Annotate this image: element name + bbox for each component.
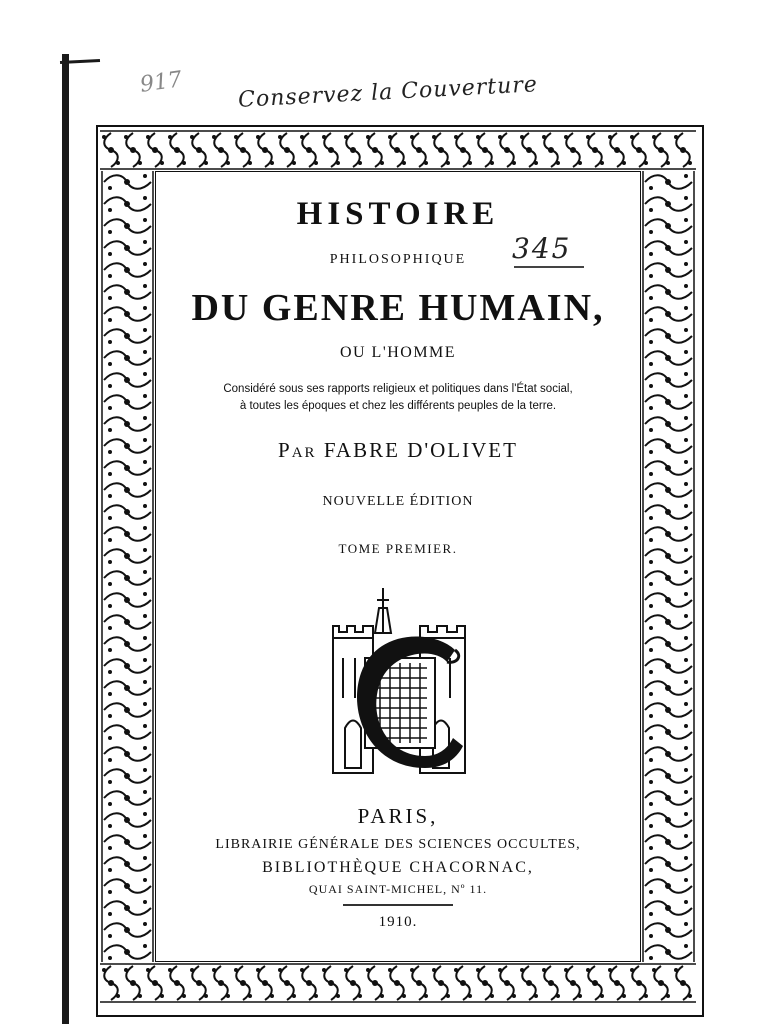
ornamental-border-right [641, 171, 696, 962]
title-line-4: OU L'HOMME [339, 344, 457, 361]
subtitle-line-1: Considéré sous ses rapports religieux et politiques dans l'État social, [223, 383, 573, 395]
publication-year: 1910. [378, 914, 418, 930]
handwritten-left-mark: 917 [138, 67, 184, 98]
title-line-2: PHILOSOPHIQUE [329, 252, 467, 267]
title-line-3: DU GENRE HUMAIN, [191, 287, 605, 329]
publisher-address: QUAI SAINT-MICHEL, Nº 11. [308, 882, 488, 896]
author-prefix-rest: AR [291, 445, 317, 461]
handwritten-note: Conservez la Couverture [237, 72, 539, 113]
publisher-line-1: LIBRAIRIE GÉNÉRALE DES SCIENCES OCCULTES, [215, 837, 581, 852]
publisher-line-2: BIBLIOTHÈQUE CHACORNAC, [262, 859, 534, 876]
ornamental-border-bottom [100, 962, 696, 1004]
decorative-rule [343, 904, 453, 906]
ornamental-border-left [100, 171, 155, 962]
emblem-spire [375, 588, 391, 633]
subtitle-line-2: à toutes les époques et chez les différents peuples de la terre. [239, 400, 557, 412]
author-line [155, 438, 641, 463]
author-name: FABRE D'OLIVET [323, 438, 518, 462]
scan-edge-bar [62, 54, 69, 1024]
ornamental-border-top [100, 129, 696, 171]
scan-edge-mark [60, 59, 100, 64]
publisher-emblem [325, 578, 475, 778]
title-line-1: HISTOIRE [296, 196, 500, 232]
handwritten-shelf-number: 345 [512, 232, 572, 265]
edition-label: NOUVELLE ÉDITION [322, 494, 474, 509]
publication-city: PARIS, [357, 804, 439, 828]
author-prefix-initial: P [278, 438, 292, 462]
volume-label: TOME PREMIER. [338, 541, 458, 556]
